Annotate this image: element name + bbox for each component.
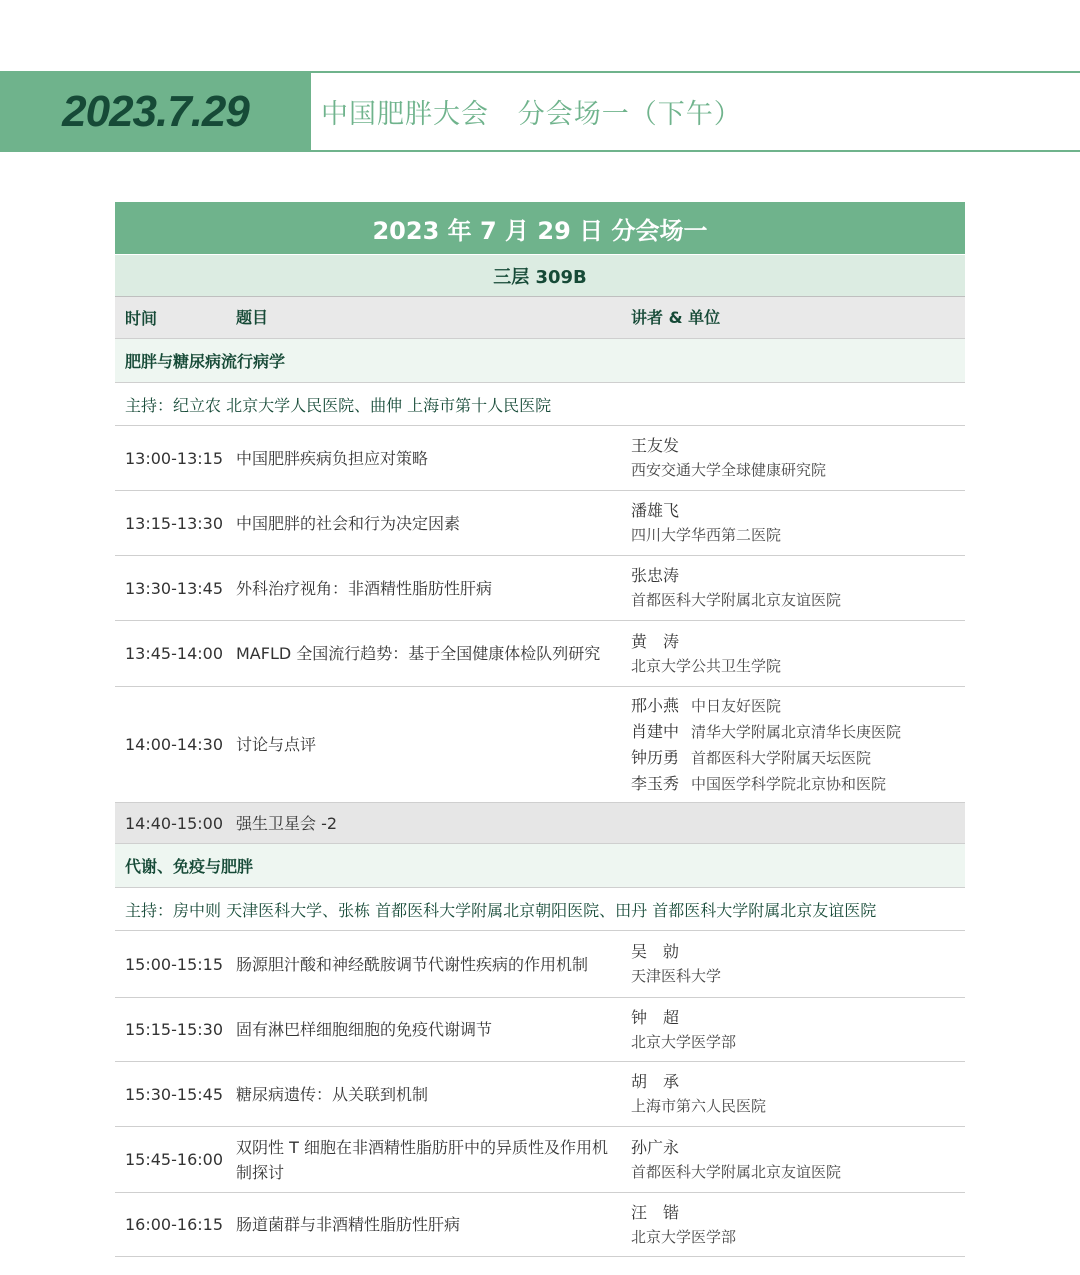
panelist-name: 钟历勇 (631, 747, 680, 767)
header-time: 时间 (125, 309, 158, 328)
speaker-name: 黄 涛 (631, 631, 680, 651)
speaker-name: 胡 承 (631, 1072, 680, 1091)
row-speaker (631, 1069, 965, 1119)
row-topic: MAFLD 全国流行趋势：基于全国健康体检队列研究 (236, 644, 601, 663)
row-topic: 糖尿病遗传：从关联到机制 (236, 1084, 429, 1104)
page-banner (0, 71, 1080, 152)
speaker-name: 孙广永 (631, 1137, 680, 1157)
row-time: 14:00-14:30 (125, 735, 223, 754)
row-speaker (631, 498, 965, 548)
speaker-affiliation: 北京大学公共卫生学院 (631, 656, 782, 675)
table-row (115, 1062, 965, 1127)
table-location: 三层 309B (115, 254, 965, 297)
panelist-affiliation: 清华大学附属北京清华长庚医院 (691, 722, 902, 741)
banner-title: 中国肥胖大会 分会场一（下午） (321, 99, 742, 130)
speaker-name: 汪 锴 (631, 1202, 680, 1222)
panelist (631, 745, 965, 771)
speaker-affiliation: 北京大学医学部 (631, 1032, 737, 1051)
row-time: 15:45-16:00 (125, 1150, 223, 1169)
table-row (115, 621, 965, 687)
speaker-affiliation: 四川大学华西第二医院 (631, 526, 782, 544)
row-topic: 双阴性 T 细胞在非酒精性脂肪肝中的异质性及作用机制探讨 (236, 1137, 608, 1182)
row-speaker (631, 563, 965, 613)
table-row (115, 931, 965, 998)
row-time: 16:00-16:15 (125, 1215, 223, 1234)
row-topic: 讨论与点评 (236, 735, 317, 754)
panelist-affiliation: 中日友好医院 (691, 696, 782, 715)
panel-list (631, 693, 965, 797)
row-speaker (631, 939, 965, 989)
panelist-affiliation: 首都医科大学附属天坛医院 (691, 748, 872, 767)
row-topic: 肠道菌群与非酒精性脂肪性肝病 (236, 1215, 461, 1234)
table-title: 2023 年 7 月 29 日 分会场一 (115, 202, 965, 254)
row-time: 14:40-15:00 (125, 813, 223, 833)
panelist (631, 771, 965, 797)
panelist-name: 李玉秀 (631, 773, 680, 793)
row-speaker (631, 629, 965, 679)
header-topic: 题目 (236, 308, 269, 327)
panelist-name: 肖建中 (631, 721, 680, 741)
panelist (631, 719, 965, 745)
row-time: 15:15-15:30 (125, 1020, 223, 1039)
table-row (115, 426, 965, 491)
section-host: 主持：房中则 天津医科大学、张栋 首都医科大学附属北京朝阳医院、田丹 首都医科大学附属北京友谊医院 (115, 888, 965, 931)
table-header-row (115, 297, 965, 339)
speaker-affiliation: 西安交通大学全球健康研究院 (631, 461, 827, 479)
row-time: 13:30-13:45 (125, 578, 223, 598)
row-topic: 强生卫星会 -2 (236, 813, 338, 833)
table-row (115, 1127, 965, 1193)
banner-title-block (311, 71, 1080, 152)
speaker-name: 潘雄飞 (631, 501, 680, 520)
row-speaker (631, 1005, 965, 1055)
table-row (115, 998, 965, 1062)
banner-date: 2023.7.29 (62, 86, 249, 136)
speaker-affiliation: 北京大学医学部 (631, 1227, 737, 1246)
speaker-name: 钟 超 (631, 1007, 680, 1027)
speaker-name: 王友发 (631, 436, 680, 455)
section-title: 代谢、免疫与肥胖 (115, 844, 965, 888)
speaker-affiliation: 首都医科大学附属北京友谊医院 (631, 1162, 842, 1181)
row-topic: 中国肥胖疾病负担应对策略 (236, 448, 429, 468)
section-title: 肥胖与糖尿病流行病学 (115, 339, 965, 383)
table-row (115, 1193, 965, 1257)
speaker-affiliation: 天津医科大学 (631, 967, 722, 985)
speaker-name: 张忠涛 (631, 566, 680, 585)
speaker-affiliation: 上海市第六人民医院 (631, 1097, 767, 1115)
header-speaker: 讲者 & 单位 (631, 308, 721, 327)
row-topic: 肠源胆汁酸和神经酰胺调节代谢性疾病的作用机制 (236, 954, 589, 974)
row-topic: 外科治疗视角：非酒精性脂肪性肝病 (236, 578, 493, 598)
speaker-affiliation: 首都医科大学附属北京友谊医院 (631, 591, 842, 609)
row-speaker (631, 433, 965, 483)
row-speaker (631, 1135, 965, 1185)
row-speaker (631, 1200, 965, 1250)
panelist (631, 693, 965, 719)
row-topic: 固有淋巴样细胞细胞的免疫代谢调节 (236, 1020, 493, 1039)
row-time: 13:00-13:15 (125, 448, 223, 468)
row-time: 15:30-15:45 (125, 1084, 223, 1104)
row-time: 13:45-14:00 (125, 644, 223, 663)
break-row (115, 803, 965, 844)
banner-date-block (0, 71, 311, 152)
discussion-row (115, 687, 965, 803)
row-time: 13:15-13:30 (125, 513, 223, 533)
table-row (115, 556, 965, 621)
section-host: 主持：纪立农 北京大学人民医院、曲伸 上海市第十人民医院 (115, 383, 965, 426)
panelist-affiliation: 中国医学科学院北京协和医院 (691, 774, 887, 793)
table-row (115, 491, 965, 556)
speaker-name: 吴 勍 (631, 942, 680, 961)
panelist-name: 邢小燕 (631, 695, 680, 715)
row-topic: 中国肥胖的社会和行为决定因素 (236, 513, 461, 533)
schedule-table (115, 202, 965, 1257)
row-time: 15:00-15:15 (125, 954, 223, 974)
